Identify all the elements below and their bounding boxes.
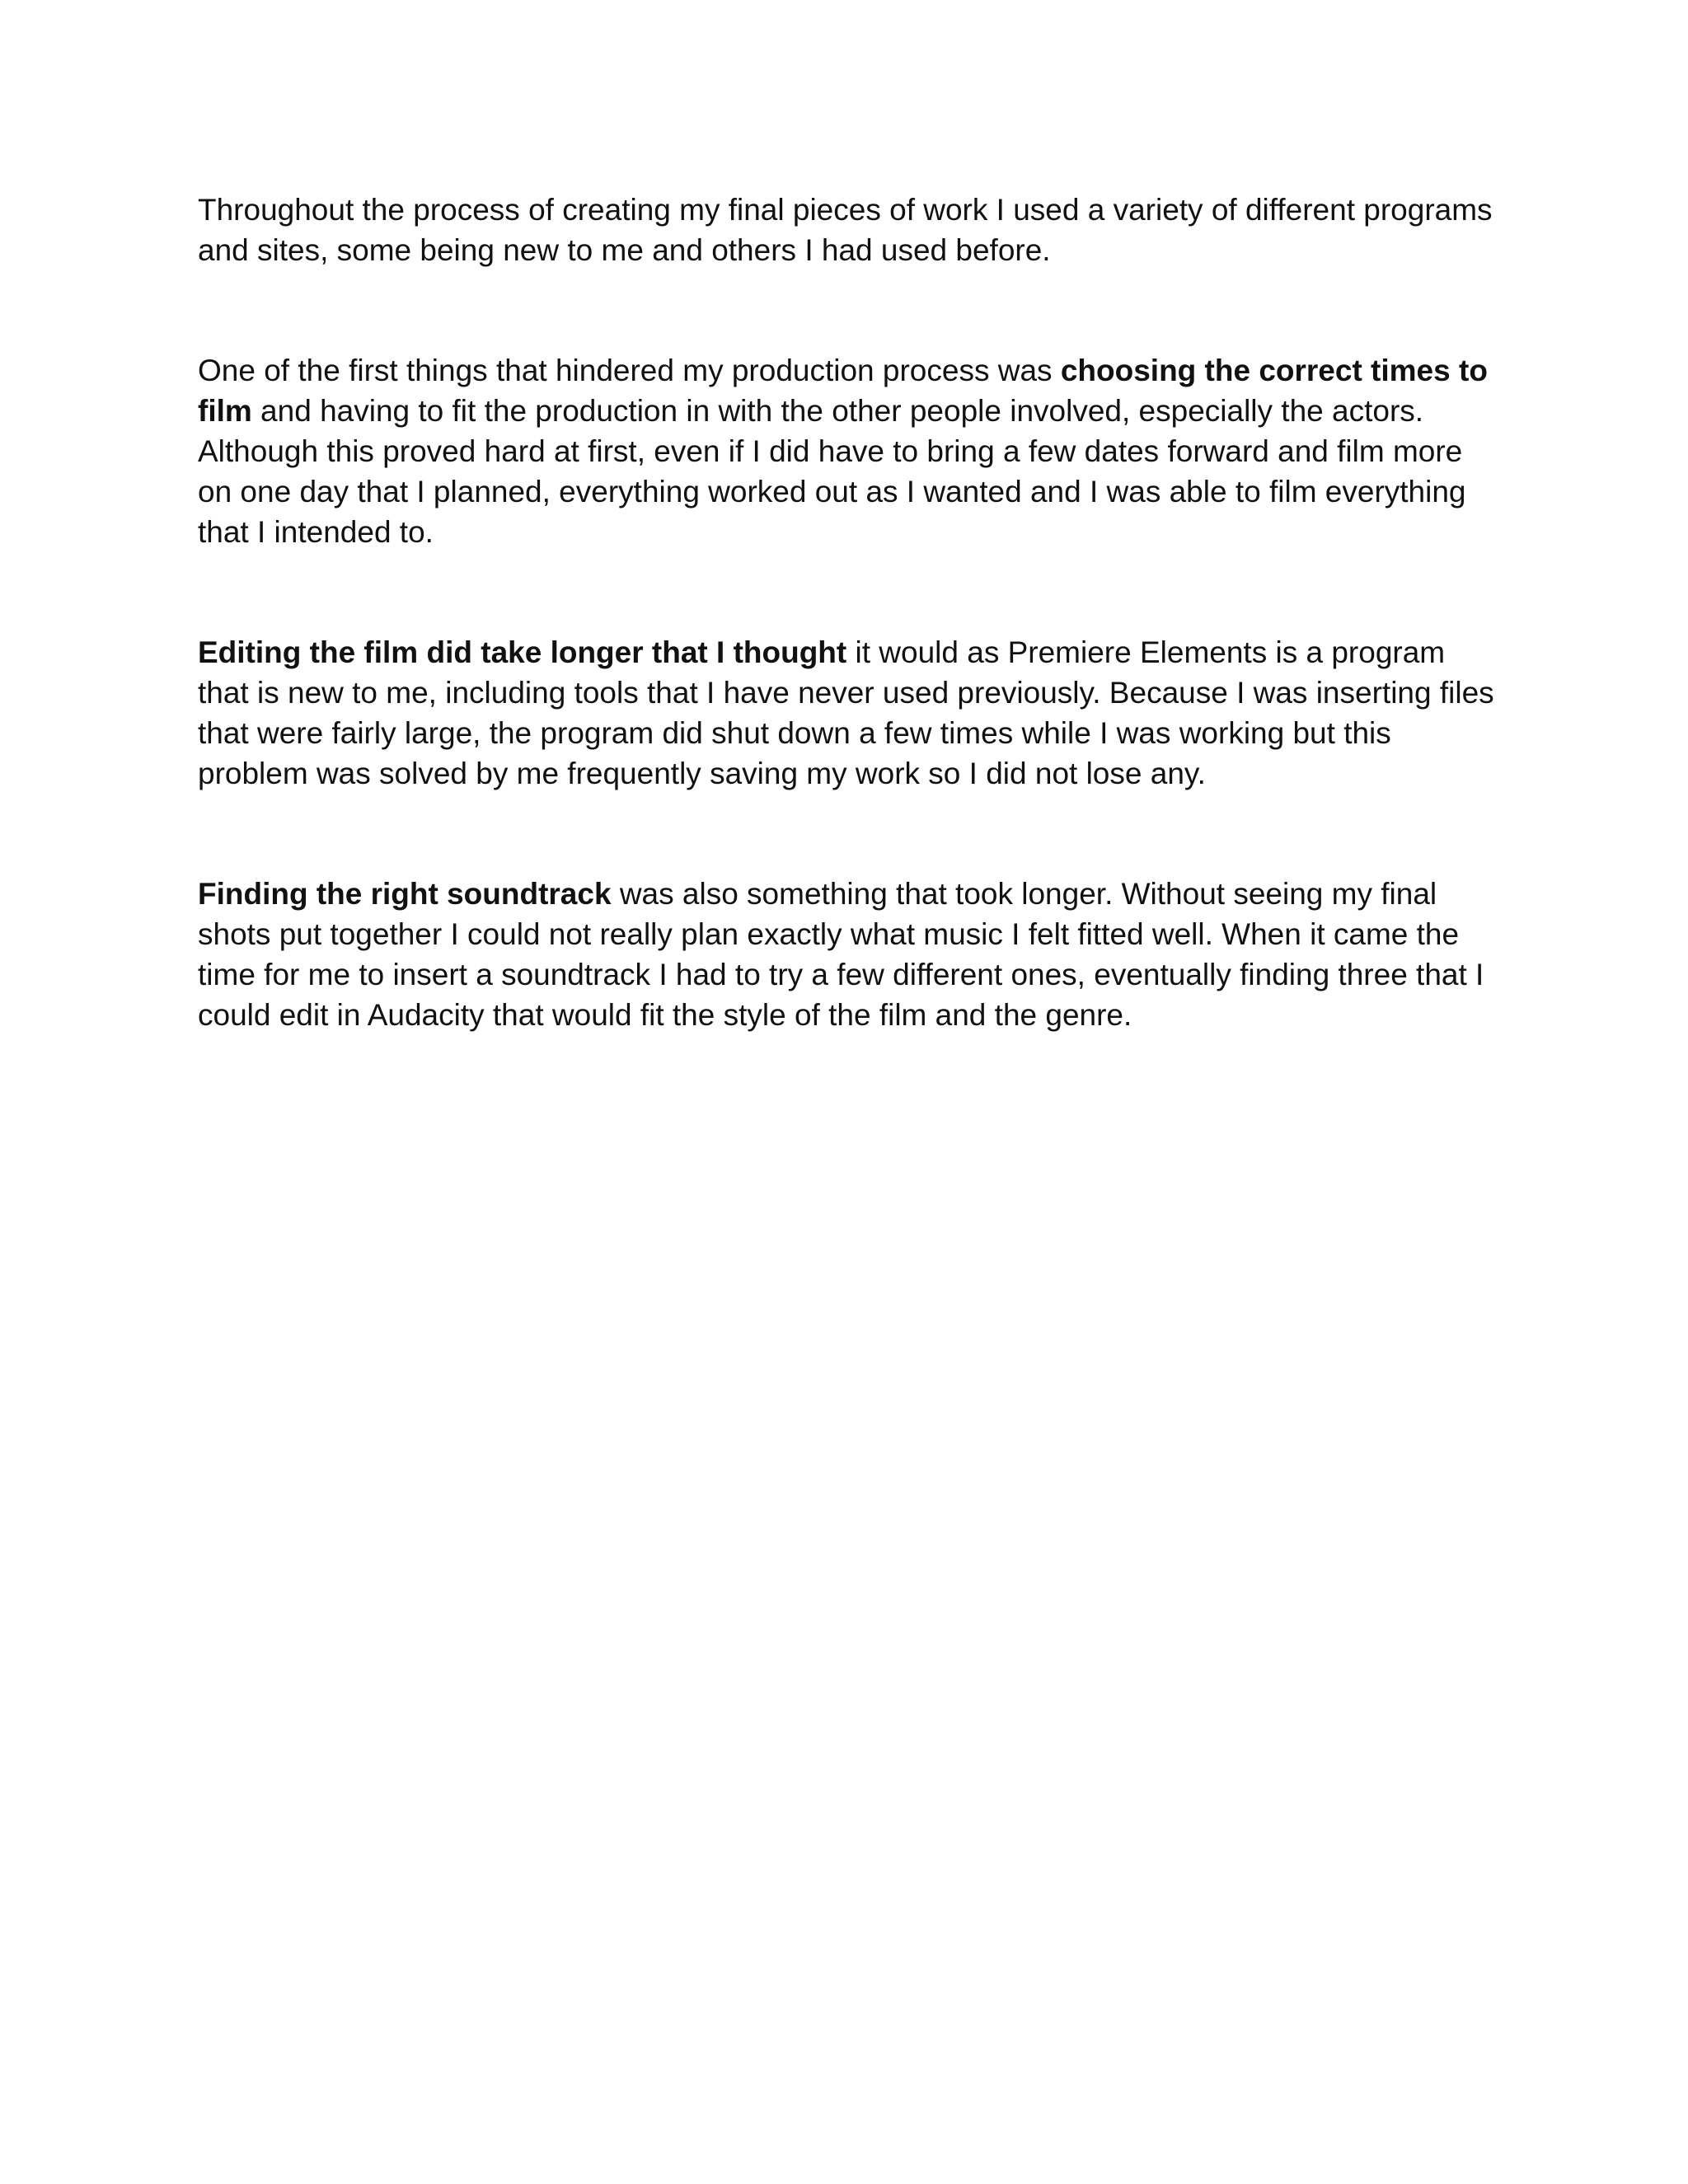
paragraph-bold-phrase: Editing the film did take longer that I thought — [198, 635, 847, 669]
paragraph-intro — [198, 190, 1500, 270]
paragraph-bold-phrase: Finding the right soundtrack — [198, 877, 612, 911]
paragraph-text-lead: One of the first things that hindered my production process was — [198, 354, 1061, 387]
paragraph-filming-times — [198, 350, 1500, 552]
paragraph-text: was also something that took longer. Without seeing my final shots put together I could not really plan exactly what music I felt fitted well. When it came the time for me to insert a soundtrack I had to try a few different ones, eventually finding three that I could edit in Audacity that would fit the style of the film and the genre. — [198, 877, 1484, 1032]
document-body — [198, 190, 1500, 1115]
paragraph-soundtrack — [198, 874, 1500, 1035]
paragraph-bold-phrase: choosing the correct times to film — [198, 354, 1488, 428]
paragraph-text: and having to fit the production in with the other people involved, especially the actors. Although this proved hard at first, even if I did have to bring a few dates forward and film more on one day that I planned, everything worked out as I wanted and I was able to film everything that I intended to. — [198, 394, 1466, 549]
paragraph-text: it would as Premiere Elements is a program that is new to me, including tools that I have never used previously. Because I was inserting files that were fairly large, the program did shut down a few times while I was working but this problem was solved by me frequently saving my work so I did not lose any. — [198, 635, 1494, 790]
paragraph-editing — [198, 632, 1500, 794]
paragraph-text: Throughout the process of creating my final pieces of work I used a variety of different programs and sites, some being new to me and others I had used before. — [198, 193, 1493, 267]
